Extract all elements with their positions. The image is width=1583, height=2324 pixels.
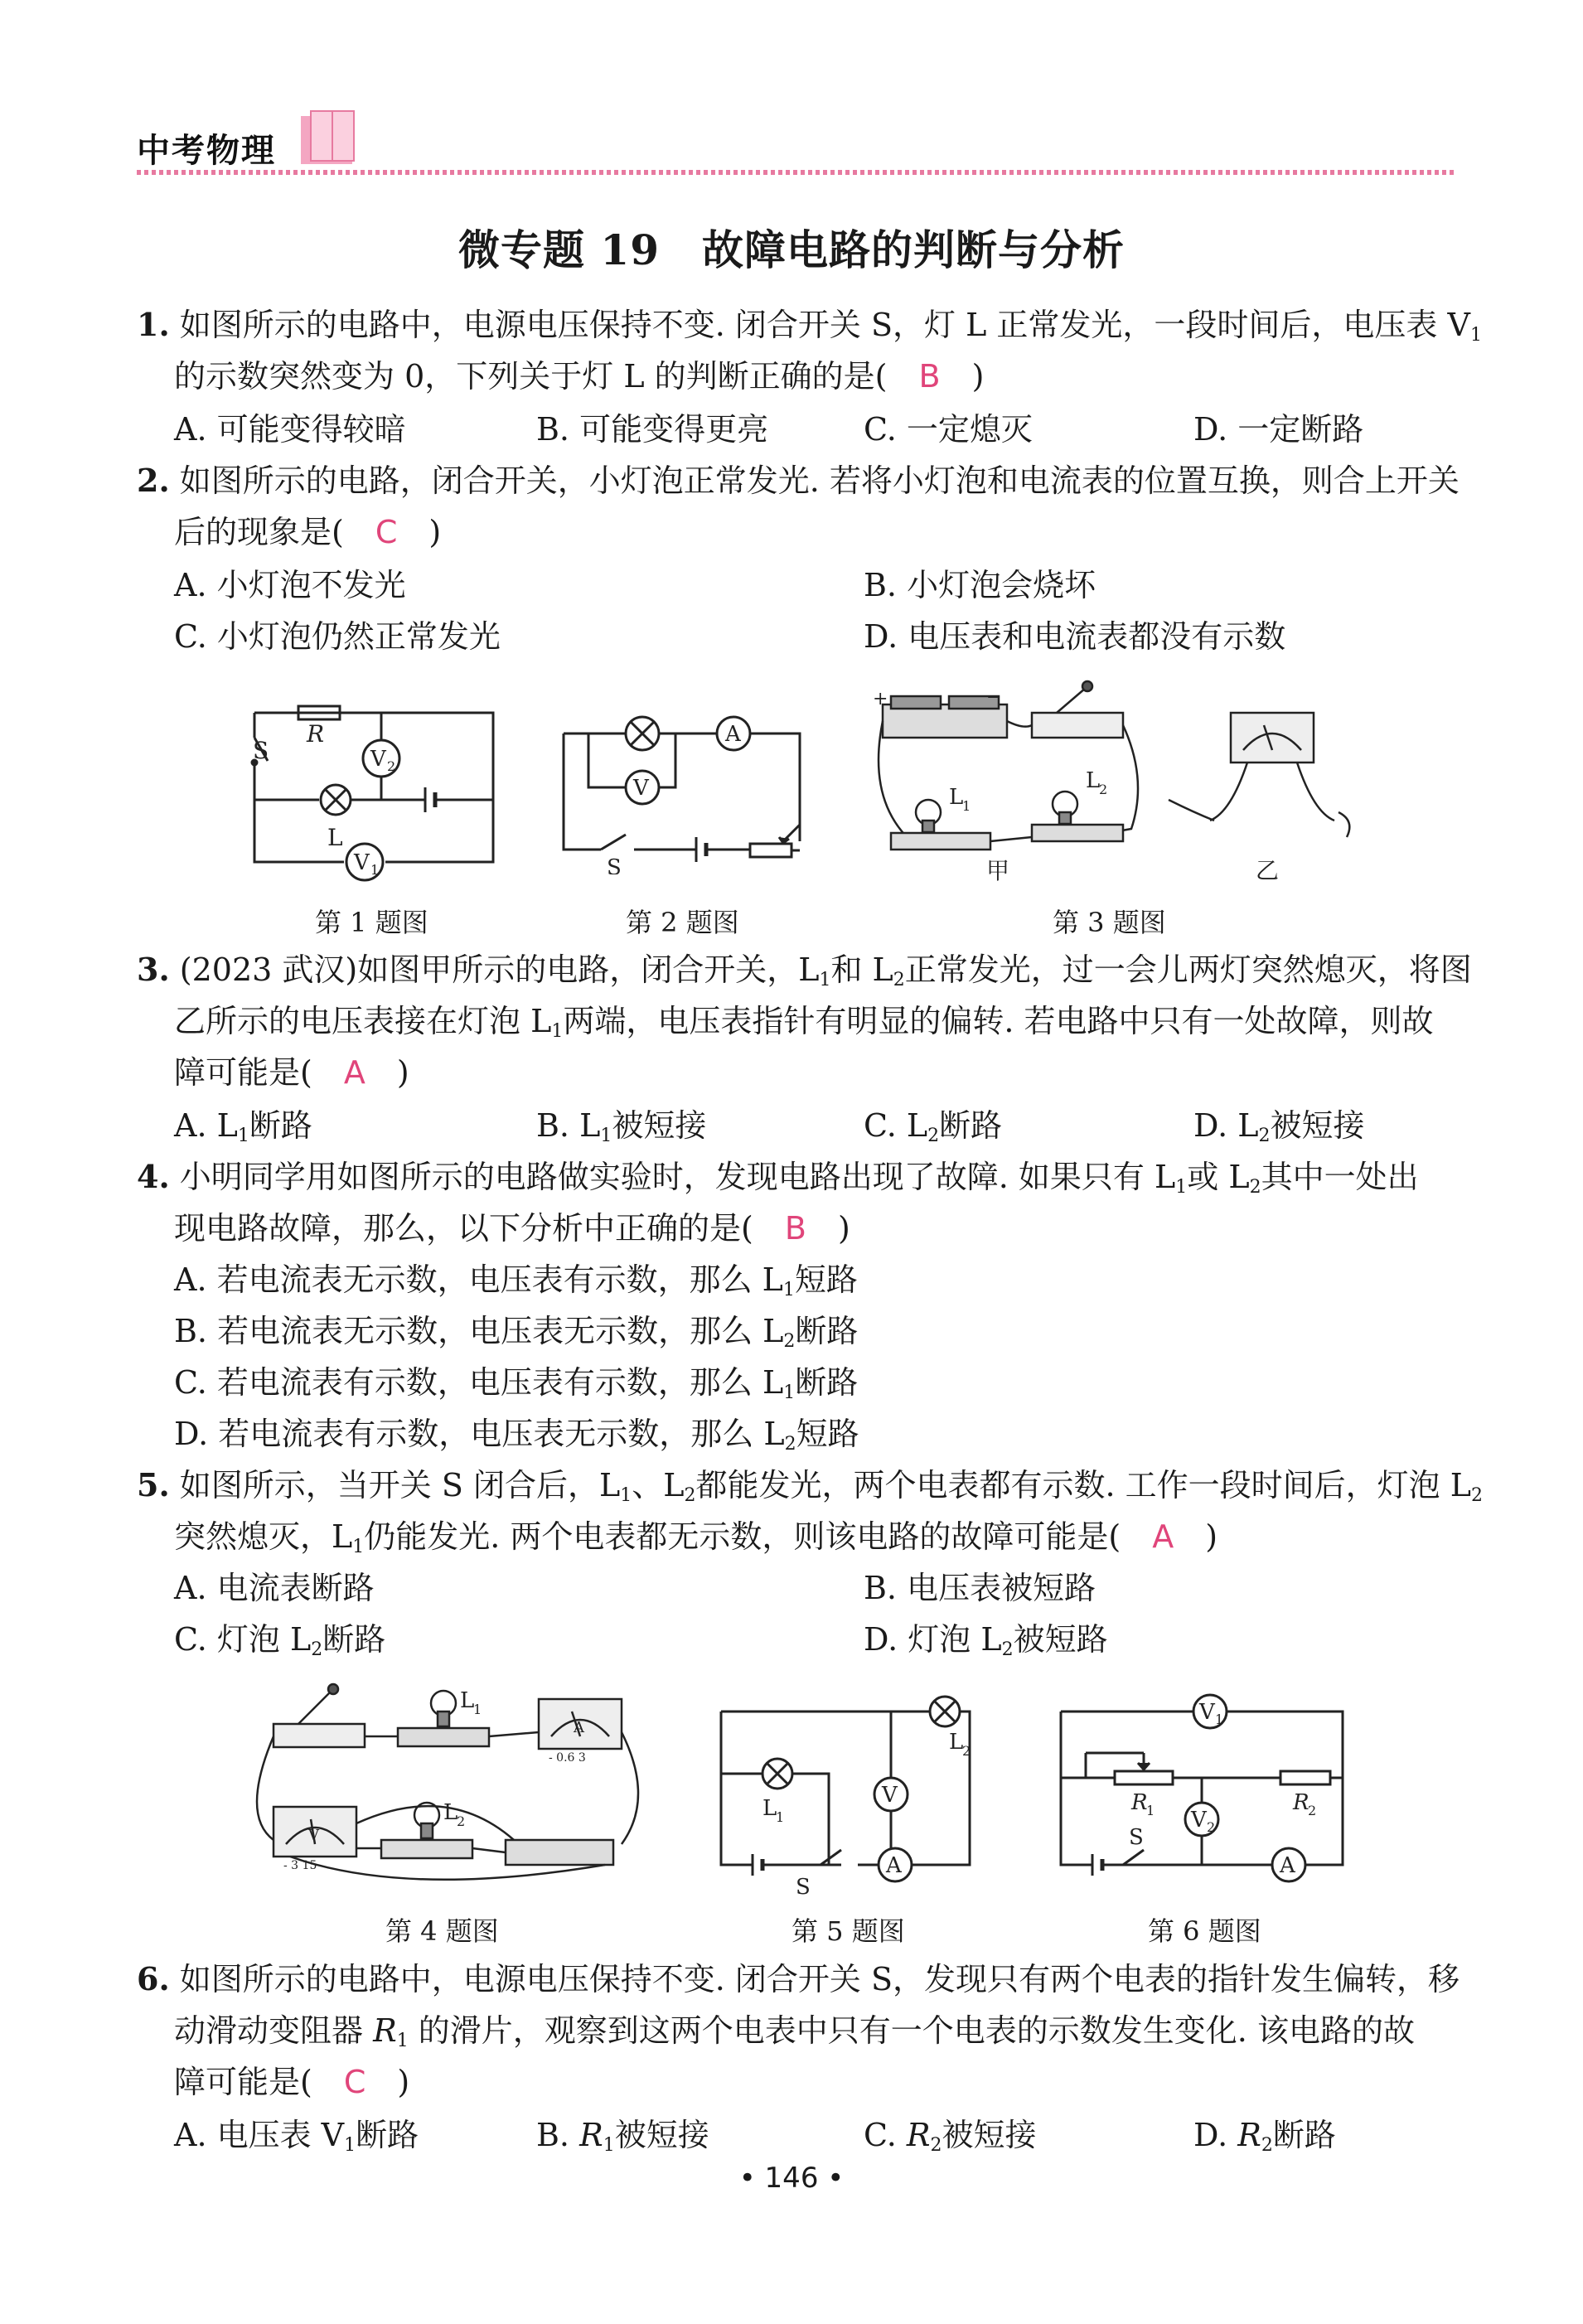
svg-text:- 0.6 3: - 0.6 3 — [549, 1751, 586, 1765]
fig4-label-l2: L — [443, 1800, 458, 1825]
fig6-label-r2: R — [1293, 1790, 1309, 1815]
fig1-label-v2: V — [370, 747, 386, 772]
svg-text:2: 2 — [1207, 1819, 1216, 1835]
svg-text:2: 2 — [962, 1743, 971, 1759]
fig3-label-jia: 甲 — [986, 857, 1010, 884]
figure-6-caption: 第 6 题图 — [1148, 1915, 1261, 1947]
figure-5-circuit — [713, 1678, 995, 1902]
q4-line2: 现电路故障，那么，以下分析中正确的是( B ) — [174, 1210, 850, 1247]
fig4-label-l1: L — [460, 1688, 475, 1713]
q3-line3: 障可能是( A ) — [174, 1054, 409, 1091]
q3-line1: 3. (2023 武汉)如图甲所示的电路，闭合开关，$L_1$和 $L_2$正常发光，过一会儿两灯突然熄灭，将图 — [137, 951, 1472, 990]
fig5-label-s: S — [796, 1875, 811, 1900]
q3-option-b: B. $L_1$被短接 — [536, 1107, 707, 1146]
fig5-label-l2: L — [949, 1730, 964, 1755]
q2-option-c: C. 小灯泡仍然正常发光 — [174, 618, 501, 655]
figure-3-caption: 第 3 题图 — [1053, 907, 1166, 938]
q1-option-d: D. 一定断路 — [1193, 411, 1364, 448]
q1-line1: 1. 如图所示的电路中，电源电压保持不变. 闭合开关 S，灯 L 正常发光，一段时间后，电压表 $V_1$ — [137, 306, 1482, 346]
q4-option-c: C. 若电流表有示数，电压表有示数，那么 $L_1$断路 — [174, 1364, 859, 1403]
svg-text:2: 2 — [1308, 1803, 1317, 1818]
book-icon — [294, 109, 361, 167]
fig1-label-s: S — [253, 737, 269, 764]
q2-option-b: B. 小灯泡会烧坏 — [864, 567, 1096, 603]
q4-line1: 4. 小明同学用如图所示的电路做实验时，发现电路出现了故障. 如果只有 $L_1$或 $L_2$其中一处出 — [137, 1158, 1419, 1198]
figure-4-caption: 第 4 题图 — [385, 1915, 499, 1947]
q3-option-c: C. $L_2$断路 — [864, 1107, 1003, 1146]
svg-text:1: 1 — [1146, 1803, 1155, 1818]
q5-answer: A — [1152, 1518, 1174, 1555]
q1-option-b: B. 可能变得更亮 — [536, 411, 769, 448]
fig5-label-a: A — [886, 1853, 902, 1878]
svg-text:1: 1 — [473, 1702, 482, 1717]
fig6-label-r1: R — [1131, 1790, 1148, 1815]
q1-line2: 的示数突然变为 0，下列关于灯 L 的判断正确的是( B ) — [174, 358, 985, 395]
fig1-label-l: L — [327, 824, 343, 851]
q5-line1: 5. 如图所示，当开关 S 闭合后，$L_1$、$L_2$都能发光，两个电表都有示数. 工作一段时间后，灯泡 $L_2$ — [137, 1466, 1483, 1506]
figure-3-photo-circuit — [866, 680, 1363, 887]
svg-text:2: 2 — [387, 758, 396, 774]
figure-2-caption: 第 2 题图 — [626, 907, 739, 938]
q6-line3: 障可能是( C ) — [174, 2064, 410, 2100]
figure-4-photo-circuit — [240, 1674, 663, 1898]
figure-6-circuit — [1053, 1687, 1359, 1894]
fig3-label-l1: L — [949, 785, 964, 810]
q3-line2: 乙所示的电压表接在灯泡 $L_1$两端，电压表指针有明显的偏转. 若电路中只有一处故障，则故 — [174, 1003, 1434, 1042]
q2-option-a: A. 小灯泡不发光 — [174, 567, 406, 603]
q6-option-b: B. $R_1$被短接 — [536, 2117, 709, 2156]
q4-answer: B — [784, 1210, 806, 1247]
page-title: 微专题 19 故障电路的判断与分析 — [458, 225, 1125, 274]
svg-text:2: 2 — [1099, 782, 1108, 797]
fig4-label-v: V — [308, 1827, 319, 1844]
q1-answer: B — [918, 358, 941, 395]
figure-1-circuit — [244, 696, 510, 887]
fig6-label-a: A — [1280, 1853, 1295, 1878]
fig2-label-v: V — [633, 776, 649, 801]
fig6-label-v2: V — [1191, 1808, 1207, 1833]
fig6-label-v1: V — [1199, 1700, 1215, 1725]
q6-option-d: D. $R_2$断路 — [1193, 2117, 1336, 2156]
q3-option-d: D. $L_2$被短接 — [1193, 1107, 1365, 1146]
figure-5-caption: 第 5 题图 — [792, 1915, 905, 1947]
fig6-label-s: S — [1129, 1825, 1144, 1850]
q4-option-b: B. 若电流表无示数，电压表无示数，那么 $L_2$断路 — [174, 1313, 859, 1352]
q6-line1: 6. 如图所示的电路中，电源电压保持不变. 闭合开关 S，发现只有两个电表的指针发生偏转，移 — [137, 1960, 1460, 1997]
figure-1-caption: 第 1 题图 — [315, 907, 428, 938]
svg-text:−: − — [986, 687, 1002, 708]
q4-option-d: D. 若电流表有示数，电压表无示数，那么 $L_2$短路 — [174, 1416, 859, 1455]
fig2-label-s: S — [607, 855, 622, 874]
figure-2-circuit — [555, 709, 812, 874]
svg-text:1: 1 — [1215, 1712, 1224, 1727]
page-number: • 146 • — [738, 2162, 845, 2195]
svg-text:1: 1 — [370, 862, 380, 878]
fig5-label-v: V — [882, 1783, 898, 1808]
fig1-label-v1: V — [354, 850, 370, 875]
q5-option-a: A. 电流表断路 — [174, 1570, 375, 1606]
q1-option-c: C. 一定熄灭 — [864, 411, 1033, 448]
fig1-label-r: R — [307, 720, 325, 748]
q5-option-d: D. 灯泡 $L_2$被短路 — [864, 1621, 1108, 1660]
fig5-label-l1: L — [762, 1796, 777, 1821]
q2-answer: C — [375, 514, 398, 550]
svg-text:+: + — [873, 689, 888, 709]
q4-option-a: A. 若电流表无示数，电压表有示数，那么 $L_1$短路 — [174, 1261, 858, 1300]
svg-text:2: 2 — [457, 1813, 466, 1829]
q2-line2: 后的现象是( C ) — [174, 514, 442, 550]
q5-option-b: B. 电压表被短路 — [864, 1570, 1096, 1606]
q6-option-a: A. 电压表 $V_1$断路 — [174, 2117, 419, 2156]
svg-text:1: 1 — [962, 798, 971, 814]
q6-answer: C — [343, 2064, 366, 2100]
q2-option-d: D. 电压表和电流表都没有示数 — [864, 618, 1286, 655]
q1-option-a: A. 可能变得较暗 — [174, 411, 406, 448]
svg-text:1: 1 — [776, 1809, 785, 1825]
q5-option-c: C. 灯泡 $L_2$断路 — [174, 1621, 386, 1660]
fig4-label-a: A — [574, 1719, 584, 1736]
fig3-label-l2: L — [1086, 768, 1101, 793]
header-dotted-rule — [137, 170, 1455, 175]
book-header-label: 中考物理 — [137, 132, 276, 170]
q3-answer: A — [343, 1054, 365, 1091]
q3-option-a: A. $L_1$断路 — [174, 1107, 312, 1146]
fig3-label-yi: 乙 — [1256, 857, 1280, 884]
q5-line2: 突然熄灭，$L_1$仍能发光. 两个电表都无示数，则该电路的故障可能是( A ) — [174, 1518, 1218, 1557]
svg-text:- 3 15: - 3 15 — [283, 1859, 317, 1872]
q2-line1: 2. 如图所示的电路，闭合开关，小灯泡正常发光. 若将小灯泡和电流表的位置互换，则合上开关 — [137, 462, 1460, 499]
q6-line2: 动滑动变阻器 $R_1$ 的滑片，观察到这两个电表中只有一个电表的示数发生变化. 该电路的故 — [174, 2012, 1415, 2051]
q6-option-c: C. $R_2$被短接 — [864, 2117, 1037, 2156]
fig2-label-a: A — [725, 722, 741, 747]
